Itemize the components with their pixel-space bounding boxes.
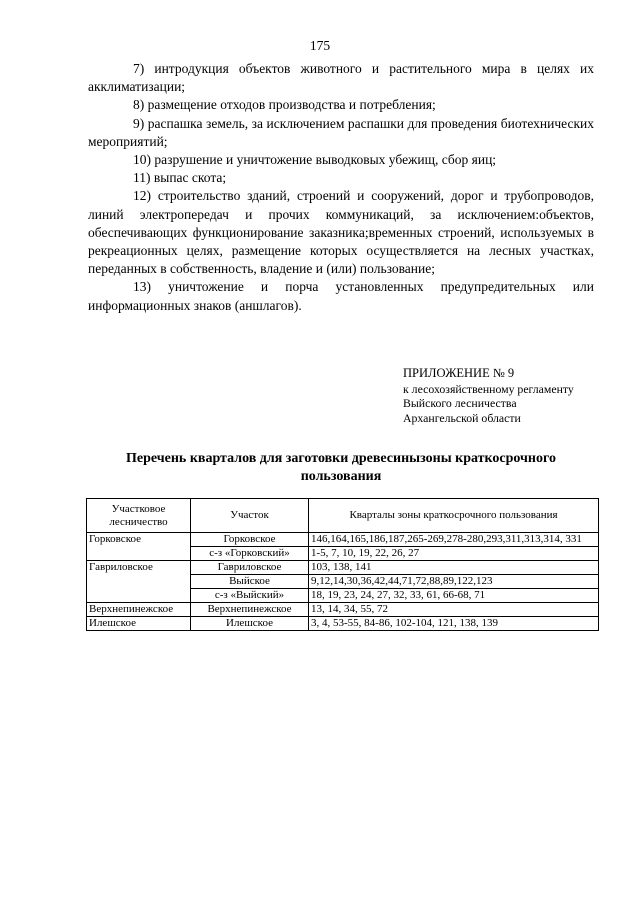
paragraph-12: 12) строительство зданий, строений и сооружений, дорог и трубопроводов, линий электропередач и прочих коммуникаций, за исключением:объектов, обеспечивающих функционирование заказника;временных строений, используемых в рекреационных целях, размещение которых осуществляется на лесных участках, переданных в собственность, владение и (или) пользование; <box>88 188 594 277</box>
body-text <box>88 60 594 315</box>
paragraph-11: 11) выпас скота; <box>133 170 227 186</box>
table-cell: Гавриловское <box>87 561 191 603</box>
table-cell: 1-5, 7, 10, 19, 22, 26, 27 <box>309 547 599 561</box>
table-cell: 146,164,165,186,187,265-269,278-280,293,311,313,314, 331 <box>309 533 599 547</box>
paragraph-8: 8) размещение отходов производства и потребления; <box>133 97 436 113</box>
table-cell: с-з «Горковский» <box>191 547 309 561</box>
appendix-line: к лесохозяйственному регламенту <box>403 381 574 396</box>
table-cell: Выйское <box>191 575 309 589</box>
table-row <box>87 533 599 547</box>
table-cell: Верхнепинежское <box>191 603 309 617</box>
table-cell: 13, 14, 34, 55, 72 <box>309 603 599 617</box>
table-row <box>87 603 599 617</box>
table-cell: Гавриловское <box>191 561 309 575</box>
column-header: Участок <box>191 499 309 533</box>
appendix-line: Выйского лесничества <box>403 396 517 411</box>
table-cell: 9,12,14,30,36,42,44,71,72,88,89,122,123 <box>309 575 599 589</box>
table-cell: 103, 138, 141 <box>309 561 599 575</box>
table-row <box>87 617 599 631</box>
table-cell: 3, 4, 53-55, 84-86, 102-104, 121, 138, 139 <box>309 617 599 631</box>
appendix-header <box>403 366 618 425</box>
paragraph-7: 7) интродукция объектов животного и растительного мира в целях их акклиматизации; <box>88 61 594 95</box>
table-cell: Горковское <box>191 533 309 547</box>
appendix-line: Архангельской области <box>403 410 521 425</box>
table-cell: Илешское <box>87 617 191 631</box>
table-header-row <box>87 499 599 533</box>
paragraph-10: 10) разрушение и уничтожение выводковых убежищ, сбор яиц; <box>133 152 497 168</box>
table-cell: Горковское <box>87 533 191 561</box>
page-number: 175 <box>309 38 331 53</box>
table-cell: Верхнепинежское <box>87 603 191 617</box>
column-header: Участковое лесничество <box>87 499 191 533</box>
quarters-table <box>86 498 599 631</box>
table-title: Перечень кварталов для заготовки древесинызоны краткосрочного пользования <box>125 451 556 484</box>
appendix-title: ПРИЛОЖЕНИЕ № 9 <box>403 366 515 380</box>
paragraph-9: 9) распашка земель, за исключением распашки для проведения биотехнических мероприятий; <box>88 115 594 149</box>
column-header: Кварталы зоны краткосрочного пользования <box>309 499 599 533</box>
paragraph-13: 13) уничтожение и порча установленных предупредительных или информационных знаков (аншлагов). <box>88 279 594 313</box>
table-row <box>87 561 599 575</box>
table-cell: Илешское <box>191 617 309 631</box>
table-cell: 18, 19, 23, 24, 27, 32, 33, 61, 66-68, 71 <box>309 589 599 603</box>
table-cell: с-з «Выйский» <box>191 589 309 603</box>
